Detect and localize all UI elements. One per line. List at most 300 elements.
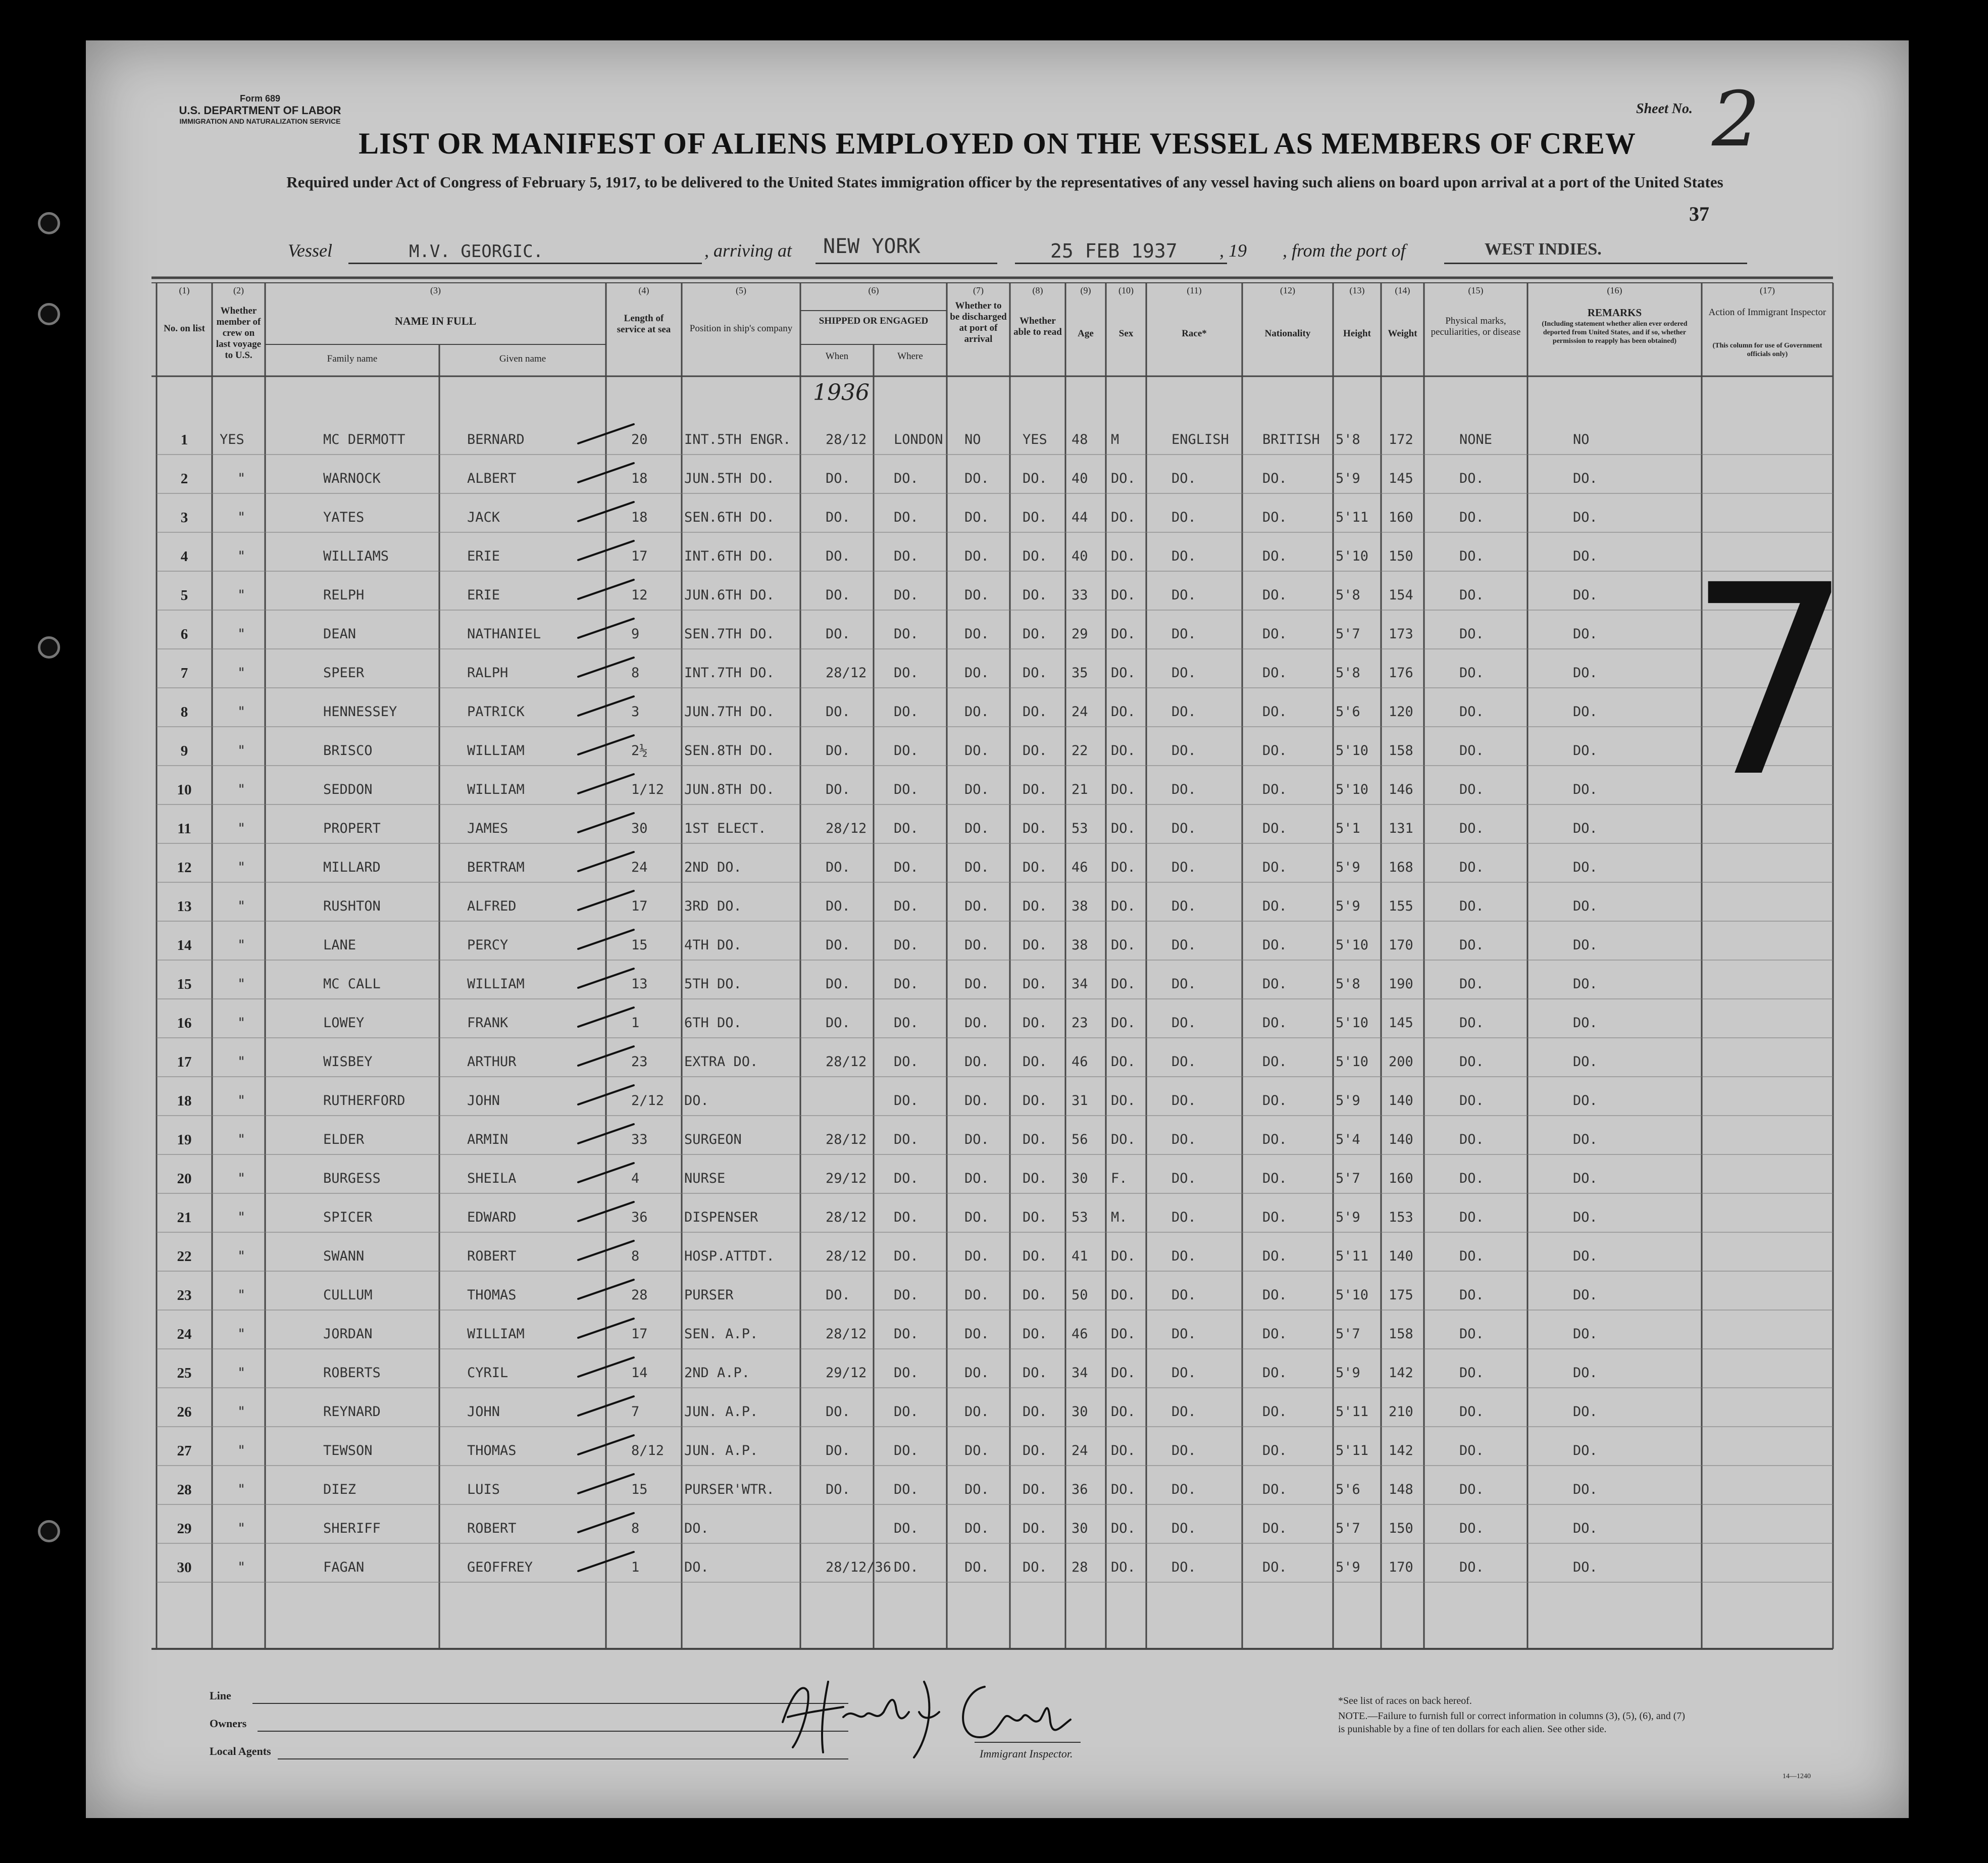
col-header-marks: Physical marks, peculiarities, or disease — [1431, 316, 1521, 337]
row-physical-marks: DO. — [1459, 665, 1484, 681]
col-header-family: Family name — [327, 354, 378, 364]
row-weight: 168 — [1389, 860, 1413, 875]
row-number: 23 — [177, 1287, 192, 1303]
row-physical-marks: DO. — [1459, 821, 1484, 836]
col-header-action: Action of Immigrant Inspector — [1708, 307, 1826, 318]
row-nationality: DO. — [1262, 1210, 1287, 1225]
row-position: 3RD DO. — [684, 898, 742, 914]
row-shipped-where: DO. — [894, 1287, 919, 1303]
row-given-name: ARTHUR — [467, 1054, 517, 1070]
row-family-name: RUSHTON — [323, 898, 381, 914]
row-crew-flag: " — [237, 1326, 246, 1342]
row-race: DO. — [1171, 548, 1196, 564]
row-given-name: THOMAS — [467, 1287, 517, 1303]
row-age: 35 — [1072, 665, 1088, 681]
row-weight: 140 — [1389, 1093, 1413, 1109]
row-discharged: DO. — [964, 548, 989, 564]
row-race: DO. — [1171, 1287, 1196, 1303]
col-header-position: Position in ship's company — [689, 323, 793, 334]
row-family-name: MILLARD — [323, 860, 381, 875]
col-header-given: Given name — [499, 354, 546, 364]
row-able-to-read: DO. — [1023, 898, 1047, 914]
row-sex: M — [1111, 432, 1119, 447]
row-sex: DO. — [1111, 587, 1136, 603]
row-age: 23 — [1072, 1015, 1088, 1031]
page-title: LIST OR MANIFEST OF ALIENS EMPLOYED ON THE VESSEL AS MEMBERS OF CREW — [359, 127, 1636, 160]
row-nationality: DO. — [1262, 860, 1287, 875]
row-crew-flag: " — [237, 510, 246, 525]
row-race: DO. — [1171, 1559, 1196, 1575]
row-family-name: HENNESSEY — [323, 704, 397, 720]
row-remarks: DO. — [1573, 782, 1598, 797]
row-physical-marks: DO. — [1459, 1287, 1484, 1303]
row-shipped-when: 28/12 — [826, 1054, 867, 1070]
row-position: DISPENSER — [684, 1210, 758, 1225]
row-able-to-read: DO. — [1023, 1171, 1047, 1186]
from-port: WEST INDIES. — [1485, 240, 1602, 259]
row-sex: DO. — [1111, 1559, 1136, 1575]
row-weight: 140 — [1389, 1248, 1413, 1264]
row-height: 5'6 — [1336, 1482, 1360, 1497]
row-length-of-service: 28 — [631, 1287, 648, 1303]
row-sex: DO. — [1111, 471, 1136, 486]
row-position: PURSER — [684, 1287, 734, 1303]
col-header-remarks: REMARKS — [1587, 307, 1642, 319]
row-remarks: DO. — [1573, 1015, 1598, 1031]
row-race: DO. — [1171, 898, 1196, 914]
row-remarks: DO. — [1573, 1559, 1598, 1575]
row-given-name: CYRIL — [467, 1365, 508, 1381]
row-age: 24 — [1072, 704, 1088, 720]
row-position: JUN. A.P. — [684, 1443, 758, 1458]
row-given-name: JAMES — [467, 821, 508, 836]
row-crew-flag: " — [237, 1559, 246, 1575]
row-crew-flag: " — [237, 1132, 246, 1147]
row-family-name: WARNOCK — [323, 471, 381, 486]
row-able-to-read: DO. — [1023, 1287, 1047, 1303]
row-age: 56 — [1072, 1132, 1088, 1147]
row-weight: 173 — [1389, 626, 1413, 642]
row-sex: M. — [1111, 1210, 1128, 1225]
row-shipped-when: 28/12 — [826, 821, 867, 836]
row-age: 21 — [1072, 782, 1088, 797]
row-remarks: DO. — [1573, 510, 1598, 525]
row-crew-flag: " — [237, 937, 246, 953]
row-physical-marks: DO. — [1459, 1559, 1484, 1575]
row-shipped-when: DO. — [826, 704, 850, 720]
row-crew-flag: " — [237, 471, 246, 486]
row-weight: 131 — [1389, 821, 1413, 836]
row-shipped-when: 28/12 — [826, 665, 867, 681]
row-shipped-where: DO. — [894, 1404, 919, 1420]
row-position: SURGEON — [684, 1132, 742, 1147]
row-family-name: ELDER — [323, 1132, 365, 1147]
row-number: 1 — [180, 432, 188, 448]
row-given-name: JACK — [467, 510, 500, 525]
row-length-of-service: 12 — [631, 587, 648, 603]
row-able-to-read: DO. — [1023, 821, 1047, 836]
row-shipped-where: DO. — [894, 898, 919, 914]
row-given-name: ROBERT — [467, 1521, 517, 1536]
row-family-name: FAGAN — [323, 1559, 365, 1575]
row-weight: 154 — [1389, 587, 1413, 603]
row-sex: DO. — [1111, 898, 1136, 914]
row-number: 15 — [177, 976, 192, 992]
row-able-to-read: DO. — [1023, 860, 1047, 875]
row-physical-marks: DO. — [1459, 860, 1484, 875]
row-race: DO. — [1171, 821, 1196, 836]
row-height: 5'4 — [1336, 1132, 1360, 1147]
row-length-of-service: 4 — [631, 1171, 640, 1186]
col-header-crew: Whether member of crew on last voyage to U.S. — [216, 306, 262, 361]
row-given-name: JOHN — [467, 1093, 500, 1109]
col-num-14: (14) — [1395, 285, 1410, 295]
row-physical-marks: DO. — [1459, 510, 1484, 525]
row-crew-flag: " — [237, 587, 246, 603]
row-shipped-where: DO. — [894, 665, 919, 681]
row-weight: 158 — [1389, 1326, 1413, 1342]
row-height: 5'1 — [1336, 821, 1360, 836]
row-weight: 160 — [1389, 510, 1413, 525]
row-able-to-read: DO. — [1023, 1326, 1047, 1342]
col-header-nationality: Nationality — [1264, 328, 1311, 339]
row-shipped-where: DO. — [894, 1093, 919, 1109]
row-remarks: DO. — [1573, 704, 1598, 720]
row-position: SEN.8TH DO. — [684, 743, 775, 759]
row-shipped-where: DO. — [894, 1482, 919, 1497]
col-header-action-note: (This column for use of Government officials only) — [1712, 342, 1822, 358]
row-number: 26 — [177, 1404, 192, 1420]
row-physical-marks: DO. — [1459, 1443, 1484, 1458]
row-able-to-read: DO. — [1023, 704, 1047, 720]
row-physical-marks: DO. — [1459, 1248, 1484, 1264]
col-header-race: Race* — [1182, 328, 1207, 339]
row-length-of-service: 3 — [631, 704, 640, 720]
row-family-name: JORDAN — [323, 1326, 373, 1342]
row-able-to-read: YES — [1023, 432, 1047, 447]
row-crew-flag: " — [237, 704, 246, 720]
sheet-no-value: 2 — [1712, 76, 1760, 164]
row-discharged: DO. — [964, 1404, 989, 1420]
row-sex: DO. — [1111, 782, 1136, 797]
row-number: 11 — [177, 821, 191, 837]
row-given-name: BERTRAM — [467, 860, 525, 875]
arrival-date: 25 FEB 1937 — [1050, 240, 1178, 262]
row-shipped-where: DO. — [894, 1559, 919, 1575]
row-shipped-where: DO. — [894, 743, 919, 759]
row-number: 8 — [180, 704, 188, 720]
punch-hole — [38, 303, 60, 325]
row-able-to-read: DO. — [1023, 1482, 1047, 1497]
row-remarks: DO. — [1573, 976, 1598, 992]
row-shipped-when: DO. — [826, 471, 850, 486]
row-able-to-read: DO. — [1023, 1559, 1047, 1575]
col-num-13: (13) — [1349, 285, 1365, 295]
row-age: 29 — [1072, 626, 1088, 642]
row-discharged: DO. — [964, 1054, 989, 1070]
row-discharged: DO. — [964, 704, 989, 720]
row-shipped-when: DO. — [826, 510, 850, 525]
row-age: 44 — [1072, 510, 1088, 525]
row-height: 5'7 — [1336, 1326, 1360, 1342]
col-num-5: (5) — [736, 285, 746, 295]
row-nationality: DO. — [1262, 1171, 1287, 1186]
col-header-where: Where — [897, 351, 923, 362]
row-weight: 170 — [1389, 1559, 1413, 1575]
row-shipped-where: DO. — [894, 704, 919, 720]
row-remarks: DO. — [1573, 587, 1598, 603]
row-family-name: ROBERTS — [323, 1365, 381, 1381]
row-given-name: WILLIAM — [467, 743, 525, 759]
row-number: 28 — [177, 1482, 192, 1498]
row-crew-flag: " — [237, 1210, 246, 1225]
col-num-11: (11) — [1187, 285, 1202, 295]
row-height: 5'7 — [1336, 626, 1360, 642]
row-nationality: DO. — [1262, 743, 1287, 759]
row-nationality: DO. — [1262, 1287, 1287, 1303]
row-age: 24 — [1072, 1443, 1088, 1458]
row-physical-marks: DO. — [1459, 782, 1484, 797]
row-height: 5'10 — [1336, 743, 1369, 759]
col-header-service: Length of service at sea — [617, 313, 671, 335]
from-label: , from the port of — [1283, 240, 1406, 261]
row-position: 2ND DO. — [684, 860, 742, 875]
row-position: INT.7TH DO. — [684, 665, 775, 681]
row-age: 33 — [1072, 587, 1088, 603]
row-discharged: NO — [964, 432, 981, 447]
row-crew-flag: " — [237, 1365, 246, 1381]
row-discharged: DO. — [964, 626, 989, 642]
row-shipped-where: DO. — [894, 471, 919, 486]
row-family-name: SPEER — [323, 665, 365, 681]
row-discharged: DO. — [964, 1326, 989, 1342]
row-physical-marks: DO. — [1459, 626, 1484, 642]
row-position: 5TH DO. — [684, 976, 742, 992]
row-shipped-when: 28/12 — [826, 1132, 867, 1147]
row-length-of-service: 1 — [631, 1015, 640, 1031]
row-sex: DO. — [1111, 626, 1136, 642]
row-physical-marks: DO. — [1459, 1054, 1484, 1070]
row-weight: 158 — [1389, 743, 1413, 759]
row-physical-marks: DO. — [1459, 1365, 1484, 1381]
row-physical-marks: DO. — [1459, 1132, 1484, 1147]
row-height: 5'11 — [1336, 1443, 1369, 1458]
row-shipped-when: 28/12/36 — [826, 1559, 892, 1575]
row-able-to-read: DO. — [1023, 587, 1047, 603]
form-number: Form 689 — [239, 93, 281, 104]
row-shipped-where: DO. — [894, 1015, 919, 1031]
row-age: 46 — [1072, 1326, 1088, 1342]
row-race: DO. — [1171, 1404, 1196, 1420]
row-family-name: MC DERMOTT — [323, 432, 405, 447]
row-number: 6 — [180, 626, 188, 642]
row-height: 5'10 — [1336, 548, 1369, 564]
row-number: 2 — [180, 471, 188, 487]
row-family-name: SPICER — [323, 1210, 373, 1225]
row-number: 3 — [180, 510, 188, 526]
row-remarks: DO. — [1573, 1171, 1598, 1186]
row-remarks: DO. — [1573, 548, 1598, 564]
row-discharged: DO. — [964, 937, 989, 953]
row-sex: DO. — [1111, 704, 1136, 720]
row-number: 21 — [177, 1210, 192, 1226]
row-given-name: WILLIAM — [467, 782, 525, 797]
row-weight: 142 — [1389, 1443, 1413, 1458]
row-number: 4 — [180, 548, 188, 565]
row-physical-marks: DO. — [1459, 937, 1484, 953]
row-given-name: ALBERT — [467, 471, 517, 486]
row-remarks: DO. — [1573, 1093, 1598, 1109]
row-nationality: DO. — [1262, 1326, 1287, 1342]
row-position: NURSE — [684, 1171, 726, 1186]
row-discharged: DO. — [964, 1521, 989, 1536]
row-race: DO. — [1171, 1443, 1196, 1458]
col-header-height: Height — [1343, 328, 1371, 339]
col-header-weight: Weight — [1388, 328, 1417, 339]
row-weight: 160 — [1389, 1171, 1413, 1186]
row-length-of-service: 8/12 — [631, 1443, 665, 1458]
row-nationality: DO. — [1262, 1404, 1287, 1420]
row-physical-marks: DO. — [1459, 1326, 1484, 1342]
row-physical-marks: DO. — [1459, 743, 1484, 759]
row-crew-flag: " — [237, 1093, 246, 1109]
row-physical-marks: DO. — [1459, 471, 1484, 486]
row-position: INT.6TH DO. — [684, 548, 775, 564]
col-num-4: (4) — [638, 285, 649, 295]
row-race: DO. — [1171, 1326, 1196, 1342]
row-height: 5'10 — [1336, 1287, 1369, 1303]
row-given-name: ROBERT — [467, 1248, 517, 1264]
row-height: 5'9 — [1336, 471, 1360, 486]
col-header-shipped: SHIPPED OR ENGAGED — [819, 316, 929, 326]
row-given-name: ARMIN — [467, 1132, 508, 1147]
row-age: 31 — [1072, 1093, 1088, 1109]
row-sex: DO. — [1111, 1443, 1136, 1458]
row-height: 5'11 — [1336, 510, 1369, 525]
row-sex: DO. — [1111, 1326, 1136, 1342]
row-length-of-service: 15 — [631, 937, 648, 953]
row-discharged: DO. — [964, 587, 989, 603]
row-age: 34 — [1072, 1365, 1088, 1381]
row-position: 6TH DO. — [684, 1015, 742, 1031]
row-race: DO. — [1171, 510, 1196, 525]
penalty-note: NOTE.—Failure to furnish full or correct information in columns (3), (5), (6), and (7) is punishable by a fine of ten dollars for each alien. See other side. — [1338, 1710, 1686, 1735]
row-sex: DO. — [1111, 1093, 1136, 1109]
row-crew-flag: " — [237, 1404, 246, 1420]
row-able-to-read: DO. — [1023, 510, 1047, 525]
col-header-no: No. on list — [164, 323, 205, 334]
row-race: DO. — [1171, 1521, 1196, 1536]
row-sex: DO. — [1111, 1015, 1136, 1031]
row-weight: 150 — [1389, 548, 1413, 564]
row-sex: DO. — [1111, 976, 1136, 992]
row-crew-flag: " — [237, 548, 246, 564]
row-family-name: LANE — [323, 937, 356, 953]
col-header-read: Whether able to read — [1013, 316, 1062, 337]
row-remarks: DO. — [1573, 1287, 1598, 1303]
row-nationality: DO. — [1262, 782, 1287, 797]
row-family-name: WILLIAMS — [323, 548, 389, 564]
row-nationality: DO. — [1262, 937, 1287, 953]
row-race: DO. — [1171, 626, 1196, 642]
row-remarks: DO. — [1573, 1365, 1598, 1381]
col-num-2: (2) — [233, 285, 244, 295]
row-weight: 120 — [1389, 704, 1413, 720]
row-crew-flag: " — [237, 626, 246, 642]
row-sex: DO. — [1111, 821, 1136, 836]
row-shipped-where: DO. — [894, 976, 919, 992]
row-physical-marks: DO. — [1459, 704, 1484, 720]
row-race: DO. — [1171, 665, 1196, 681]
row-length-of-service: 9 — [631, 626, 640, 642]
row-height: 5'9 — [1336, 898, 1360, 914]
row-shipped-when: 28/12 — [826, 1248, 867, 1264]
punch-hole — [38, 1520, 60, 1542]
row-physical-marks: DO. — [1459, 898, 1484, 914]
row-physical-marks: DO. — [1459, 1404, 1484, 1420]
row-length-of-service: 18 — [631, 471, 648, 486]
row-age: 30 — [1072, 1404, 1088, 1420]
row-family-name: SWANN — [323, 1248, 365, 1264]
row-sex: DO. — [1111, 1482, 1136, 1497]
row-remarks: DO. — [1573, 1404, 1598, 1420]
row-length-of-service: 8 — [631, 1521, 640, 1536]
row-nationality: DO. — [1262, 587, 1287, 603]
row-discharged: DO. — [964, 510, 989, 525]
row-nationality: DO. — [1262, 471, 1287, 486]
row-family-name: BRISCO — [323, 743, 373, 759]
row-race: DO. — [1171, 704, 1196, 720]
row-remarks: DO. — [1573, 1521, 1598, 1536]
row-discharged: DO. — [964, 1443, 989, 1458]
row-length-of-service: 24 — [631, 860, 648, 875]
row-height: 5'7 — [1336, 1171, 1360, 1186]
row-discharged: DO. — [964, 743, 989, 759]
row-height: 5'10 — [1336, 782, 1369, 797]
row-length-of-service: 15 — [631, 1482, 648, 1497]
service-name: IMMIGRATION AND NATURALIZATION SERVICE — [179, 117, 341, 125]
row-nationality: DO. — [1262, 665, 1287, 681]
row-sex: DO. — [1111, 1248, 1136, 1264]
row-race: DO. — [1171, 1093, 1196, 1109]
row-age: 40 — [1072, 548, 1088, 564]
row-number: 13 — [177, 898, 192, 915]
row-discharged: DO. — [964, 1482, 989, 1497]
row-physical-marks: NONE — [1459, 432, 1493, 447]
row-shipped-when: 29/12 — [826, 1365, 867, 1381]
row-height: 5'6 — [1336, 704, 1360, 720]
row-number: 25 — [177, 1365, 192, 1381]
row-family-name: DEAN — [323, 626, 356, 642]
local-agents-label: Local Agents — [210, 1745, 271, 1757]
row-number: 24 — [177, 1326, 192, 1342]
row-number: 7 — [180, 665, 188, 681]
row-height: 5'9 — [1336, 1365, 1360, 1381]
row-remarks: DO. — [1573, 1443, 1598, 1458]
row-shipped-where: DO. — [894, 821, 919, 836]
margin-mark: 7 — [1687, 529, 1854, 835]
row-position: PURSER'WTR. — [684, 1482, 775, 1497]
row-number: 10 — [177, 782, 192, 798]
row-shipped-when: DO. — [826, 937, 850, 953]
row-shipped-when: 28/12 — [826, 1210, 867, 1225]
row-physical-marks: DO. — [1459, 1171, 1484, 1186]
row-given-name: ERIE — [467, 548, 500, 564]
row-crew-flag: " — [237, 1287, 246, 1303]
row-age: 53 — [1072, 821, 1088, 836]
row-weight: 150 — [1389, 1521, 1413, 1536]
row-age: 46 — [1072, 1054, 1088, 1070]
